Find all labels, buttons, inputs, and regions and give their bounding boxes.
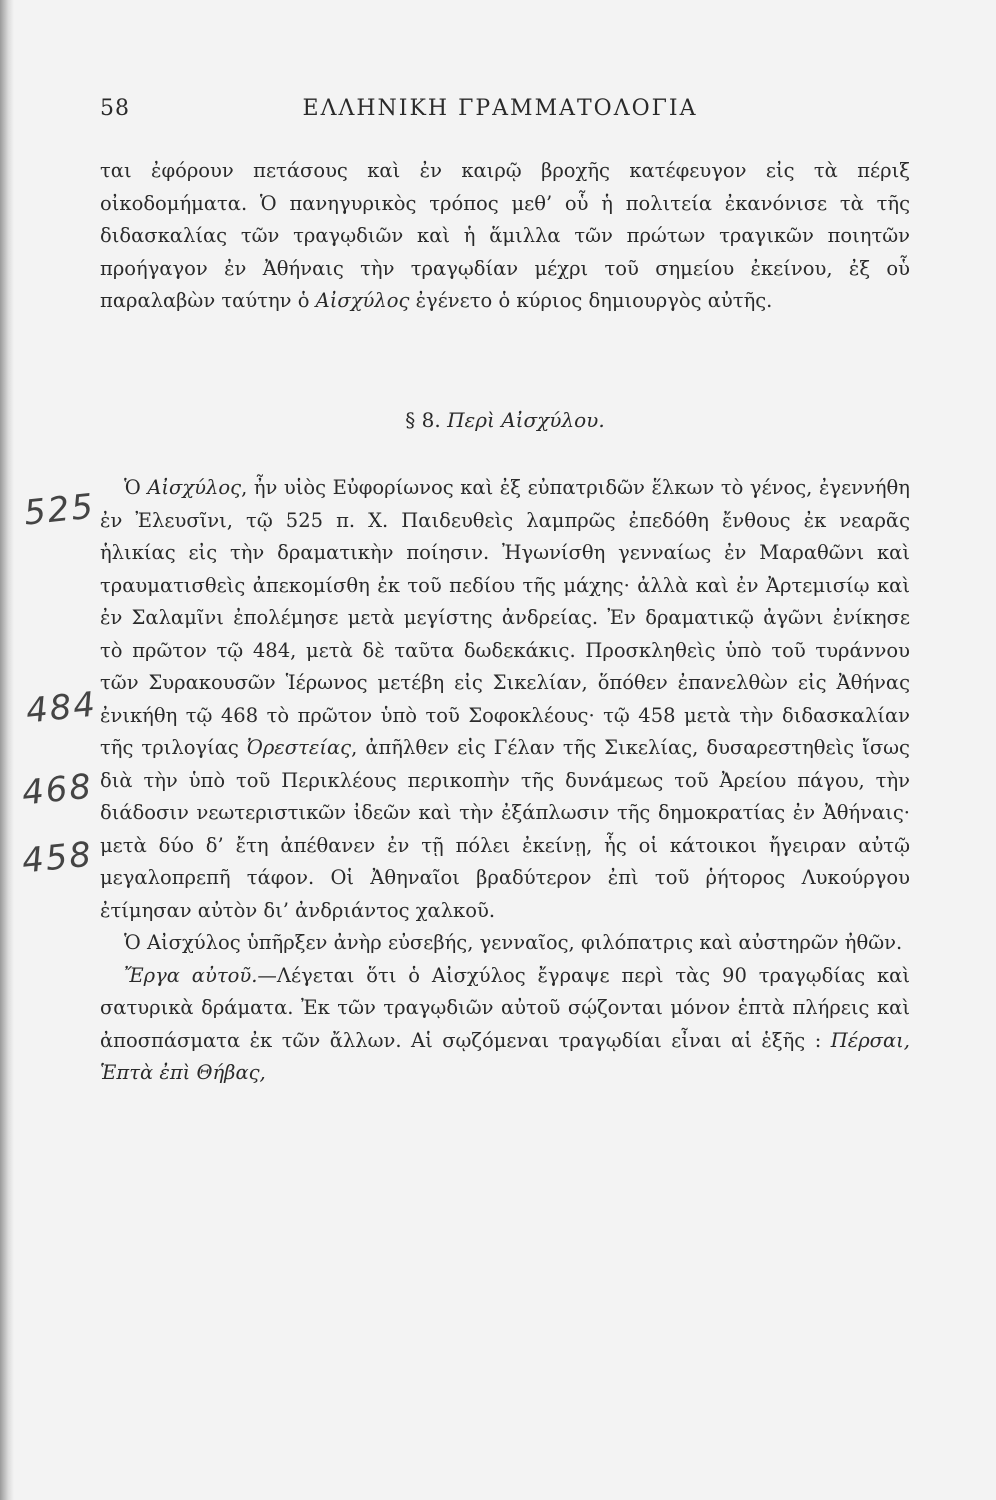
paragraph — [100, 155, 910, 318]
section-number: § 8. — [405, 408, 441, 432]
paragraph-text: —Λέγεται ὅτι ὁ Αἰσχύλος ἔγραψε περὶ τὰς 90 τραγῳδίας καὶ σατυρικὰ δράματα. Ἐκ τῶν τραγῳδιῶν αὐτοῦ σῴζονται μόνον ἑπτὰ πλήρεις καὶ ἀποσπάσματα ἐκ τῶν ἄλλων. Αἱ σῳζόμεναι τραγῳδίαι εἶναι αἱ ἑξῆς : — [100, 963, 911, 1052]
paragraph-text: ἐγένετο ὁ κύριος δημιουργὸς αὐτῆς. — [409, 289, 773, 312]
margin-note: 458 — [20, 834, 95, 882]
opening-paragraph-block — [100, 155, 910, 318]
paragraph — [100, 960, 910, 1090]
page-edge — [0, 0, 14, 1500]
page-header — [100, 96, 900, 132]
paragraph — [100, 472, 910, 927]
paragraph-text: ται ἐφόρουν πετάσους καὶ ἐν καιρῷ βροχῆς κατέφευγον εἰς τὰ πέριξ οἰκοδομήματα. Ὁ πανηγυρικὸς τρόπος μεθ’ οὗ ἡ πολιτεία ἐκανόνισε τὰ τῆς διδασκαλίας τῶν τραγῳδιῶν καὶ ἡ ἅμιλλα τῶν πρώτων τραγικῶν ποιητῶν προήγαγον ἐν Ἀθήναις τὴν τραγῳδίαν μέχρι τοῦ σημείου ἐκείνου, ἐξ οὗ παραλαβὼν ταύτην ὁ — [100, 159, 910, 312]
author-name: Αἰσχύλος — [315, 289, 410, 312]
paragraph-text: , ἀπῆλθεν εἰς Γέλαν τῆς Σικελίας, δυσαρεστηθεὶς ἴσως διὰ τὴν ὑπὸ τοῦ Περικλέους περικοπὴν τῆς δυνάμεως τοῦ Ἀρείου πάγου, τὴν διάδοσιν νεωτεριστικῶν ἰδεῶν καὶ τὴν ἐξάπλωσιν τῆς δημοκρατίας ἐν Ἀθήναις· μετὰ δύο δ’ ἔτη ἀπέθανεν ἐν τῇ πόλει ἐκείνῃ, ἧς οἱ κάτοικοι ἤγειραν αὐτῷ μεγαλοπρεπῆ τάφον. Οἱ Ἀθηναῖοι βραδύτερον ἐπὶ τοῦ ῥήτορος Λυκούργου ἐτίμησαν αὐτὸν δι’ ἀνδριάντος χαλκοῦ. — [100, 736, 910, 922]
margin-note: 468 — [20, 766, 95, 814]
paragraph: Ὁ Αἰσχύλος ὑπῆρξεν ἀνὴρ εὐσεβής, γενναῖος, φιλόπατρις καὶ αὐστηρῶν ἠθῶν. — [124, 931, 903, 954]
trilogy-title: Ὀρεστείας — [246, 736, 352, 759]
paragraph-text: , ἦν υἱὸς Εὐφορίωνος καὶ ἐξ εὐπατριδῶν ἕλκων τὸ γένος, ἐγεννήθη ἐν Ἐλευσῖνι, τῷ 525 π. Χ. Παιδευθεὶς λαμπρῶς ἐπεδόθη ἔνθους ἐκ νεαρᾶς ἡλικίας εἰς τὴν δραματικὴν ποίησιν. Ἠγωνίσθη γενναίως ἐν Μαραθῶνι καὶ τραυματισθεὶς ἀπεκομίσθη ἐκ τοῦ πεδίου τῆς μάχης· ἀλλὰ καὶ ἐν Ἀρτεμισίῳ καὶ ἐν Σαλαμῖνι ἐπολέμησε μετὰ μεγίστης ἀνδρείας. Ἐν δραματικῷ ἀγῶνι ἐνίκησε τὸ πρῶτον τῷ 484, μετὰ δὲ ταῦτα δωδεκάκις. Προσκληθεὶς ὑπὸ τοῦ τυράννου τῶν Συρακουσῶν Ἱέρωνος μετέβη εἰς Σικελίαν, ὅπόθεν ἐπανελθὼν εἰς Ἀθήνας ἐνικήθη τῷ 468 τὸ πρῶτον ὑπὸ τοῦ Σοφοκλέους· τῷ 458 μετὰ τὴν διδασκαλίαν τῆς τριλογίας — [100, 476, 910, 759]
works-heading: Ἔργα αὐτοῦ. — [124, 963, 258, 987]
section-body — [100, 472, 910, 1090]
works-list: Πέρσαι, Ἑπτὰ ἐπὶ Θήβας, — [100, 1028, 910, 1084]
author-name: Αἰσχύλος — [147, 476, 242, 499]
section-title: Περὶ Αἰσχύλου. — [447, 408, 605, 432]
page-number: 58 — [100, 96, 130, 121]
running-title: ΕΛΛΗΝΙΚΗ ΓΡΑΜΜΑΤΟΛΟΓΙΑ — [302, 96, 698, 121]
section-heading — [100, 408, 910, 432]
margin-note: 525 — [22, 486, 97, 534]
margin-note: 484 — [24, 684, 99, 732]
paragraph-text: Ὁ — [124, 476, 148, 499]
handwritten-margin-notes — [14, 0, 104, 1500]
